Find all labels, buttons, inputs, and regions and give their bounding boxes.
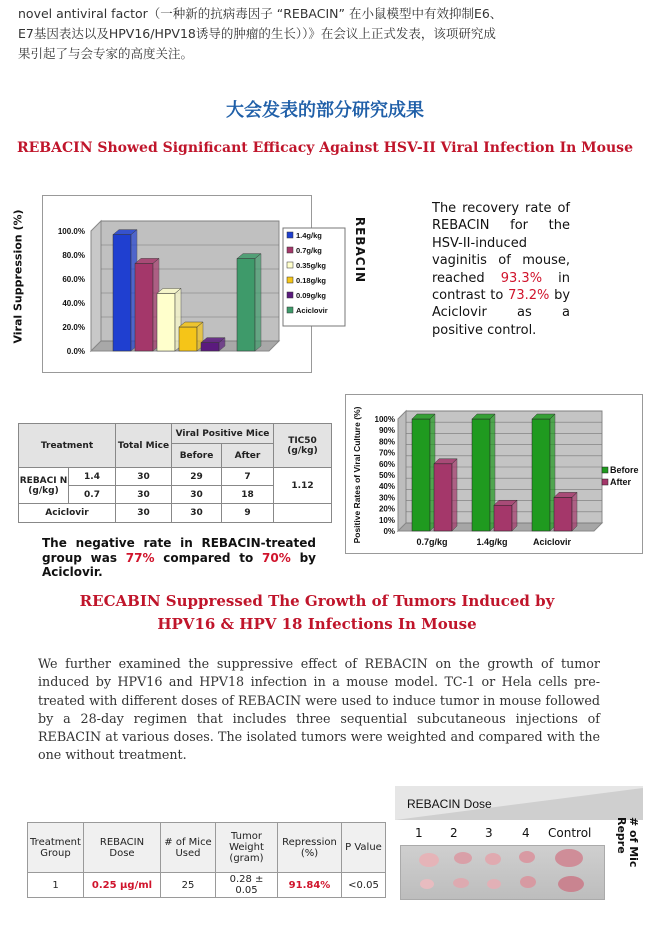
chart2-bar [434, 464, 452, 531]
tumor-sample [453, 878, 469, 888]
chart1-bar [113, 235, 131, 351]
table2-cell: 1 [28, 873, 84, 898]
table1-cell: 29 [172, 468, 222, 486]
chart1-bar [157, 293, 175, 351]
table1-aciclovir-label: Aciclovir [19, 504, 116, 523]
chart1-legend-label: 1.4g/kg [296, 231, 322, 240]
tumor-sample [454, 852, 472, 864]
chart1-legend-swatch [287, 232, 293, 238]
negative-value-aciclovir: 70% [262, 550, 291, 565]
tumor-photo [400, 845, 605, 900]
recovery-text [432, 200, 570, 339]
chart2-y-tick: 50% [378, 471, 395, 480]
chart2-y-axis-label: Positive Rates of Viral Culture (%) [352, 406, 362, 544]
chart2-y-tick: 20% [378, 504, 395, 514]
chart1-legend-label: 0.18g/kg [296, 276, 327, 285]
chart2-legend-swatch [602, 479, 608, 485]
chart1-y-tick: 60.0% [62, 275, 85, 284]
chart2-x-tick: 0.7g/kg [416, 537, 448, 547]
table1-cell-empty [274, 504, 332, 523]
mice-caption-line-1: # of Mic [627, 817, 640, 868]
positive-rates-chart-svg [346, 395, 644, 555]
viral-positive-table [18, 423, 332, 523]
dose-label-4: 4 [522, 826, 530, 840]
dose-banner [395, 786, 643, 822]
viral-suppression-chart [42, 195, 328, 373]
table1-header-before: Before [172, 444, 222, 468]
chart1-legend-swatch [287, 307, 293, 313]
chart2-y-tick: 10% [378, 515, 395, 525]
intro-line-2: E7基因表达以及HPV16/HPV18诱导的肿瘤的生长））》在会议上正式发表，该项研究成 [18, 26, 496, 41]
table1-cell: 30 [116, 504, 172, 523]
table1-rebacin-label: REBACI N (g/kg) [19, 468, 69, 504]
chart2-bar [472, 419, 490, 531]
table2-header: P Value [342, 823, 386, 873]
table1-cell: 0.7 [69, 486, 116, 504]
table2-header: Treatment Group [28, 823, 84, 873]
table1-header-treatment: Treatment [19, 424, 116, 468]
negative-rate-text [42, 536, 316, 580]
chart2-y-tick: 60% [378, 459, 395, 469]
chart2-y-tick: 30% [378, 493, 395, 503]
table1-cell: 30 [116, 486, 172, 504]
table2-header: Tumor Weight (gram) [216, 823, 278, 873]
table1-cell: 1.4 [69, 468, 116, 486]
chart1-side-label: REBACIN [353, 216, 367, 284]
intro-text [18, 4, 618, 64]
table1-cell: 30 [172, 486, 222, 504]
table1-tic-value: 1.12 [274, 468, 332, 504]
recovery-part-3: by Aciclovir as a positive control. [432, 288, 571, 338]
chart1-legend-swatch [287, 277, 293, 283]
chart1-y-tick: 100.0% [57, 227, 85, 236]
chart2-x-tick: Aciclovir [532, 537, 572, 547]
tumor-weight-table [27, 822, 386, 898]
chart1-side-wall [91, 221, 101, 351]
chart1-legend-label: 0.09g/kg [296, 291, 327, 300]
intro-line-3: 果引起了与会专家的高度关注。 [18, 46, 194, 61]
table1-cell: 7 [222, 468, 274, 486]
tumor-sample [487, 879, 501, 889]
table1-header-after: After [222, 444, 274, 468]
tumor-sample [520, 876, 536, 888]
chart2-y-tick: 40% [378, 482, 395, 492]
tumor-sample [419, 853, 439, 867]
chart2-legend-label: Before [610, 465, 639, 475]
tumor-sample [558, 876, 584, 892]
positive-rates-chart [345, 394, 643, 554]
dose-label-1: 1 [415, 826, 423, 840]
chart2-bar [494, 505, 512, 531]
mice-caption [615, 817, 639, 927]
table1-header-tic50: TIC50 (g/kg) [274, 424, 332, 468]
dose-label-2: 2 [450, 826, 458, 840]
chart1-bar-side [255, 254, 261, 351]
table2-cell: 25 [161, 873, 216, 898]
table2-cell: <0.05 [342, 873, 386, 898]
viral-suppression-chart-svg [43, 196, 328, 374]
table1-cell: 30 [116, 468, 172, 486]
table2-header: REBACIN Dose [84, 823, 161, 873]
chart2-bar [532, 419, 550, 531]
chart1-y-tick: 40.0% [62, 299, 85, 308]
recovery-value-aciclovir: 73.2% [508, 288, 550, 304]
chart1-legend-label: 0.7g/kg [296, 246, 322, 255]
chart2-legend-label: After [610, 477, 632, 487]
negative-part-1: The negative rate in REBACIN-treated group was [42, 536, 316, 565]
chart1-bar [201, 343, 219, 351]
chart1-bar [237, 259, 255, 351]
recovery-value-rebacin: 93.3% [500, 270, 543, 286]
chart1-y-tick: 20.0% [62, 323, 85, 332]
tumor-heading-line-2: HPV16 & HPV 18 Infections In Mouse [157, 615, 477, 633]
chart1-legend-swatch [287, 262, 293, 268]
chart2-y-tick: 90% [378, 426, 395, 436]
recovery-part-2: in contrast to [432, 270, 570, 304]
table2-cell-dose: 0.25 μg/ml [84, 873, 161, 898]
chart1-bar [179, 327, 197, 351]
chart2-x-tick: 1.4g/kg [476, 537, 508, 547]
table1-cell: 9 [222, 504, 274, 523]
chart2-y-tick: 100% [374, 415, 395, 424]
dose-label-3: 3 [485, 826, 493, 840]
chart1-y-tick: 80.0% [62, 251, 85, 260]
table1-cell: 30 [172, 504, 222, 523]
intro-line-1: novel antiviral factor（一种新的抗病毒因子 “REBACIN” 在小鼠模型中有效抑制E6、 [18, 6, 503, 21]
tumor-heading-line-1: RECABIN Suppressed The Growth of Tumors Induced by [79, 592, 555, 610]
chart2-y-tick: 70% [378, 448, 395, 458]
chart1-y-tick: 0.0% [66, 347, 85, 356]
chart2-bar-side [452, 459, 457, 531]
dose-label-control: Control [548, 826, 592, 840]
table1-header-total: Total Mice [116, 424, 172, 468]
table2-header: Repression (%) [278, 823, 342, 873]
chart2-side-wall [398, 411, 406, 531]
section-title: 大会发表的部分研究成果 [226, 100, 424, 121]
table1-header-viral: Viral Positive Mice [172, 424, 274, 444]
recovery-part-1: The recovery rate of REBACIN for the HSV-II-induced vaginitis of mouse, reached [432, 201, 570, 286]
chart2-bar-side [572, 492, 577, 531]
chart2-y-tick: 80% [378, 437, 395, 447]
table1-cell: 18 [222, 486, 274, 504]
negative-value-rebacin: 77% [125, 550, 155, 565]
tumor-photo-svg [401, 846, 606, 901]
hsv-heading: REBACIN Showed Significant Efficacy Against HSV-II Viral Infection In Mouse [17, 140, 633, 156]
chart1-legend-swatch [287, 247, 293, 253]
chart2-bar [554, 497, 572, 531]
tumor-sample [519, 851, 535, 863]
table2-cell-repression: 91.84% [278, 873, 342, 898]
table2-cell: 0.28 ± 0.05 [216, 873, 278, 898]
tumor-sample [420, 879, 434, 889]
table2-header: # of Mice Used [161, 823, 216, 873]
chart2-y-tick: 0% [383, 527, 395, 536]
chart2-legend-swatch [602, 467, 608, 473]
chart1-y-axis-label: Viral Suppression (%) [11, 209, 25, 344]
dose-banner-label: REBACIN Dose [407, 797, 492, 811]
chart1-legend-label: 0.35g/kg [296, 261, 327, 270]
tumor-paragraph: We further examined the suppressive effect of REBACIN on the growth of tumor induced by HPV16 and HPV18 infection in a mouse model. TC-1 or Hela cells pre-treated with different doses of REBACIN were used to induce tumor in mouse followed by a 28-day regimen that includes three sequential subcutaneous injections of REBACIN at various doses. The isolated tumors were weighted and compared with the one without treatment. [38, 656, 600, 763]
chart2-bar [412, 419, 430, 531]
chart2-bar-side [512, 500, 517, 531]
chart1-bar [135, 263, 153, 351]
tumor-sample [555, 849, 583, 867]
tumor-sample [485, 853, 501, 865]
negative-part-3: by Aciclovir. [42, 550, 316, 579]
chart1-legend-label: Aciclovir [296, 306, 328, 315]
mice-caption-line-2: Repre [615, 817, 628, 854]
negative-part-2: compared to [154, 550, 263, 565]
chart1-legend-swatch [287, 292, 293, 298]
